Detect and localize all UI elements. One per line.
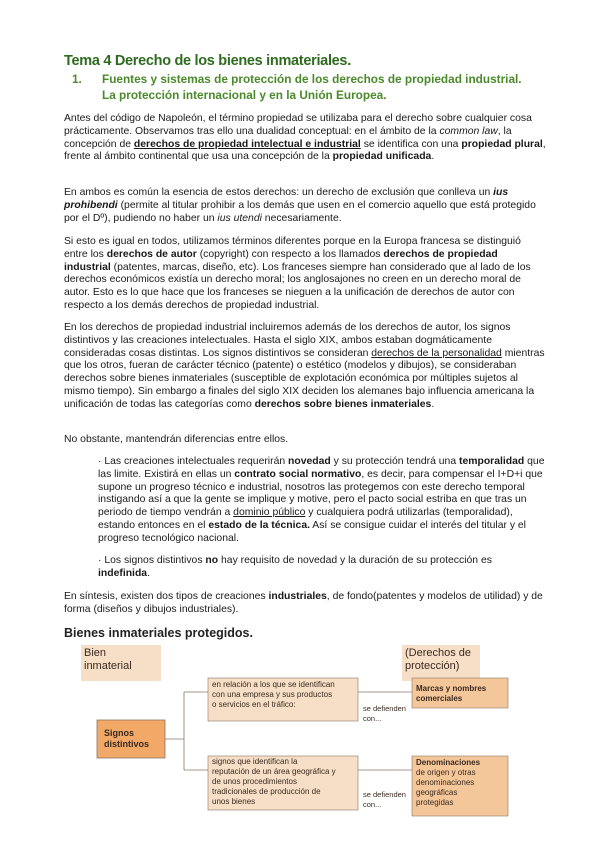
text-run: hay requisito de novedad y la duración de su protección es [218, 555, 492, 566]
term-no: no [205, 555, 219, 566]
term-ius-utendi: ius utendi [217, 212, 262, 224]
con-text: con... [363, 714, 382, 723]
text-run: , es decir, para compensar el I+D+i que supone un progreso técnico e industrial, nosotros las protegemos con este derecho temporal instigando así a que la gente se implique y motive, pero el pacto social estriba en que tras un periodo de tiempo vendrán a [98, 468, 543, 519]
bienes-diagram [64, 640, 544, 845]
se-defienden-top [363, 704, 406, 724]
text-run: necesariamente. [261, 212, 342, 224]
text-run: · Los signos distintivos [98, 555, 206, 566]
signos-line-1: Signos [104, 728, 135, 738]
term-propiedad-plural: propiedad plural [461, 138, 543, 150]
paragraph-1 [64, 113, 546, 164]
term-propiedad-industrial: derechos de propiedad industrial [64, 248, 498, 273]
top-desc-line: en relación a los que se identifican [212, 680, 335, 689]
page-title: Tema 4 Derecho de los bienes inmateriales. [64, 53, 351, 69]
denom-line-3: denominaciones [416, 778, 475, 787]
bien-line-1: Bien [84, 647, 107, 659]
subtitle-number: 1. [72, 72, 82, 86]
term-temporalidad: temporalidad [459, 456, 525, 467]
bottom-desc-line: unos bienes [212, 797, 256, 806]
top-desc-line: o servicios en el tráfico: [212, 700, 296, 709]
subtitle-line-1: Fuentes y sistemas de protección de los derechos de propiedad industrial. [102, 72, 522, 86]
section-subtitle [72, 71, 522, 103]
term-derechos-personalidad: derechos de la personalidad [371, 347, 502, 359]
top-description [212, 680, 335, 710]
paragraph-2 [64, 187, 546, 225]
term-dominio-publico: dominio público [233, 507, 306, 519]
text-run: mientras que los otros, fueran de carácter técnico (patente) o estético (modelos y dibujos), se consideraban derechos sobre bienes inmateriales (susceptible de explotación económica por múltiples sujetos al mismo tiempo). Sin embargo a finales del siglo XIX deciden los alemanes bajo influencia americana la unificación de todas las categorías como [64, 347, 545, 410]
signos-distintivos-label [104, 728, 149, 750]
text-run: Si esto es igual en todos, utilizamos términos diferentes porque en la Europa francesa se distinguió entre los [64, 236, 521, 260]
text-run: , frente al ámbito continental que usa una concepción de la [64, 138, 546, 163]
text-run: . [431, 151, 435, 163]
bottom-desc-line: reputación de un área geográfica y [212, 767, 336, 776]
text-run: (copyright) con respecto a los llamados [196, 248, 384, 260]
se-defienden-bottom [363, 790, 406, 810]
bien-inmaterial-label [84, 647, 132, 673]
text-run: se identifica con una [360, 138, 462, 150]
denom-line-2: de origen y otras [416, 768, 476, 777]
bottom-desc-line: de unos procedimientos [212, 777, 297, 786]
paragraph-5: No obstante, mantendrán diferencias entre ellos. [64, 434, 289, 445]
text-run: , la concepción de [64, 125, 512, 150]
denominaciones-label [416, 758, 480, 808]
term-common-law: common law [439, 125, 498, 137]
derechos-line-1: (Derechos de [405, 647, 472, 659]
marcas-label [416, 684, 486, 704]
term-indefinida: indefinida [98, 567, 148, 579]
se-defienden-text: se defienden [363, 704, 406, 713]
term-estado-tecnica: estado de la técnica. [208, 519, 310, 531]
term-dpi: derechos de propiedad intelectual e industrial [133, 138, 361, 150]
term-contrato-social: contrato social normativo [234, 468, 362, 480]
bullet-signos [98, 555, 546, 581]
section-heading-bienes: Bienes inmateriales protegidos. [64, 626, 253, 640]
text-run: En los derechos de propiedad industrial incluiremos además de los derechos de autor, los signos distintivos y las creaciones intelectuales. Hasta el siglo XIX, ambos estaban dogmáticamente consideradas cosas distintas. Los signos distintivos se consideran [64, 322, 511, 359]
derechos-proteccion-label [405, 647, 471, 673]
term-novedad: novedad [288, 456, 331, 467]
text-run: Así se consigue cuidar el interés del titular y el progreso tecnológico nacional. [98, 519, 526, 544]
term-propiedad-unificada: propiedad unificada [332, 151, 432, 163]
text-run: En síntesis, existen dos tipos de creaciones [64, 591, 269, 602]
signos-line-2: distintivos [104, 739, 150, 749]
se-defienden-text: se defienden [363, 790, 406, 799]
text-run: . [147, 567, 150, 579]
subtitle-line-2: La protección internacional y en la Unión Europea. [102, 88, 387, 102]
text-run: . [431, 398, 435, 410]
bottom-description [212, 757, 336, 807]
text-run: y su protección tendrá una [330, 456, 459, 467]
denom-line-5: protegidas [416, 798, 454, 807]
derechos-line-2: protección) [405, 660, 460, 672]
bottom-desc-line: signos que identifican la [212, 757, 298, 766]
text-run: (permite al titular prohibir a los demás que usen en el comercio aquello que está protegido por el Dº), pudiendo no haber un [64, 199, 536, 224]
con-text: con... [363, 800, 382, 809]
marcas-line-2: comerciales [416, 694, 463, 703]
text-run: , de fondo(patentes y modelos de utilidad) y de forma (diseños y dibujos industriales). [64, 591, 543, 615]
denom-line-4: geográficas [416, 788, 458, 797]
paragraph-3 [64, 236, 546, 313]
term-derechos-autor: derechos de autor [106, 248, 197, 260]
paragraph-sintesis [64, 591, 546, 617]
term-ius-prohibendi: ius prohibendi [64, 187, 509, 211]
term-industriales: industriales [268, 591, 327, 602]
text-run: Antes del código de Napoleón, el término propiedad se utilizaba para el derecho sobre cualquier cosa prácticamente. Observamos tras ello una dualidad conceptual: en el ámbito de la [64, 113, 532, 137]
text-run: y cualquiera podrá utilizarlas (temporalidad), estando entonces en el [98, 507, 513, 531]
denom-line-1: Denominaciones [416, 758, 481, 767]
top-desc-line: con una empresa y sus productos [212, 690, 333, 699]
bottom-desc-line: tradicionales de producción de [212, 787, 321, 796]
bien-line-2: inmaterial [84, 660, 132, 672]
term-bienes-inmateriales: derechos sobre bienes inmateriales [254, 398, 432, 410]
text-run: En ambos es común la esencia de estos derechos: un derecho de exclusión que conlleva un [64, 187, 494, 198]
text-run: (patentes, marcas, diseño, etc). Los franceses siempre han considerado que al lado de los derechos económicos existía un derecho moral; los anglosajones no creen en un derecho moral de autor. Esto es lo que hace que los franceses se nieguen a la unificación de derechos de autor con respecto a los demás derechos de propiedad industrial. [64, 261, 531, 311]
paragraph-4 [64, 322, 546, 412]
text-run: · Las creaciones intelectuales requerirán [98, 456, 289, 467]
bullet-creaciones [98, 456, 546, 546]
marcas-line-1: Marcas y nombres [416, 684, 487, 693]
text-run: que las limite. Existirá en ellas un [98, 456, 545, 480]
